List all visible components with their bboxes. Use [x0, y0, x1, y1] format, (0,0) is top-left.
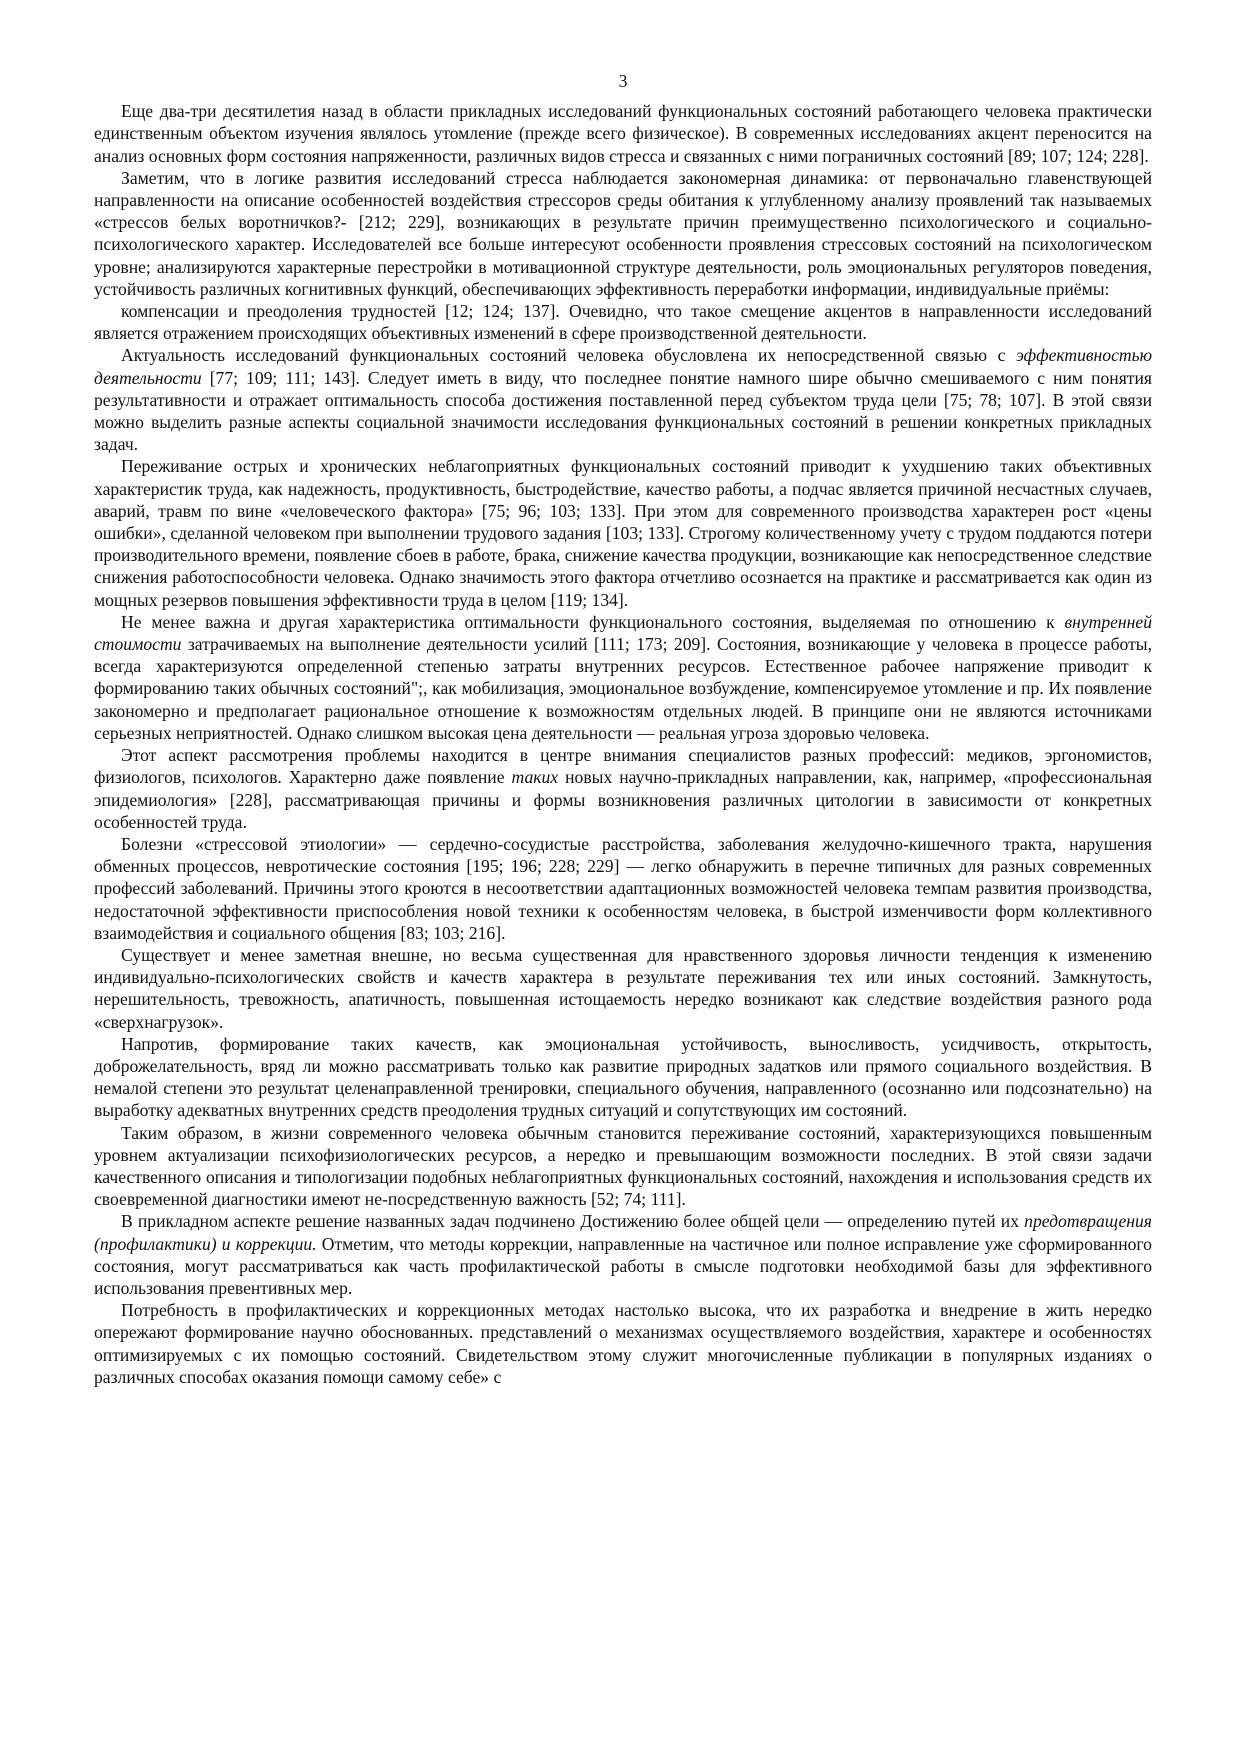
paragraph-3: компенсации и преодоления трудностей [12; 124; 137]. Очевидно, что такое смещение акцентов в направленности исследований является отражением происходящих объективных изменений в сфере производственной деятельности.: [94, 301, 1152, 344]
paragraph-9: Существует и менее заметная внешне, но весьма существенная для нравственного здоровья личности тенденция к изменению индивидуально-психологических свойств и качеств характера в результате переживания тех или иных состояний. Замкнутость, нерешительность, тревожность, апатичность, повышенная истощаемость нередко возникают как следствие воздействия разного рода «сверхнагрузок».: [94, 944, 1152, 1032]
paragraph-12-emphasis: предотвращения (профилактики) и коррекции.: [94, 1211, 1152, 1254]
paragraph-6: [94, 611, 1152, 744]
paragraph-4-text-end: [77; 109; 111; 143]. Следует иметь в виду, что последнее понятие намного шире обычно смешиваемого с ним понятия результативности и отражает оптимальность способа достижения поставленной перед субъектом труда цели [75; 78; 107]. В этой связи можно выделить разные аспекты социальной значимости исследования функциональных состояний в решении конкретных прикладных задач.: [94, 367, 1152, 455]
paragraph-2: Заметим, что в логике развития исследований стресса наблюдается закономерная динамика: от первоначально главенствующей направленности на описание особенностей воздействия стрессоров среды обитания к углубленному анализу проявлений так называемых «стрессов белых воротничков?- [212; 229], возникающих в результате причин преимущественно психологического и социально-психологического характер. Исследователей все больше интересуют особенности проявления стрессовых состояний на психологическом уровне; анализируются характерные перестройки в мотивационной структуре деятельности, роль эмоциональных регуляторов поведения, устойчивость различных когнитивных функций, обеспечивающих эффективность переработки информации, индивидуальные приёмы:: [94, 167, 1152, 299]
paragraph-7-text-start: Этот аспект рассмотрения проблемы находится в центре внимания специалистов разных профессий: медиков, эргономистов, физиологов, психологов. Характерно даже появление: [94, 745, 1152, 788]
paragraph-5: Переживание острых и хронических неблагоприятных функциональных состояний приводит к ухудшению таких объективных характеристик труда, как надежность, продуктивность, быстродействие, качество работы, а подчас является причиной несчастных случаев, аварий, травм по вине «человеческого фактора» [75; 96; 103; 133]. При этом для современного производства характерен рост «цены ошибки», сделанной человеком при выполнении трудового задания [103; 133]. Строгому количественному учету с трудом поддаются потери производительного времени, появление сбоев в работе, брака, снижение качества продукции, возникающие как непосредственное следствие снижения работоспособности человека. Однако значимость этого фактора отчетливо осознается на практике и рассматривается как один из мощных резервов повышения эффективности труда в целом [119; 134].: [94, 456, 1152, 610]
paragraph-6-emphasis: внутренней стоимости: [94, 611, 1152, 655]
paragraph-8: Болезни «стрессовой этиологии» — сердечно-сосудистые расстройства, заболевания желудочно-кишечного тракта, нарушения обменных процессов, невротические состояния [195; 196; 228; 229] — легко обнаружить в перечне типичных для разных современных профессий заболеваний. Причины этого кроются в несоответствии адаптационных возможностей человека темпам развития производства, недостаточной эффективности приспособления новой техники к особенностям человека, в быстрой изменчивости форм коллективного взаимодействия и социального общения [83; 103; 216].: [94, 833, 1152, 943]
paragraph-13: Потребность в профилактических и коррекционных методах настолько высока, что их разработка и внедрение в жить нередко опережают формирование научно обоснованных. представлений о механизмах осуществляемого воздействия, характере и особенностях оптимизируемых с их помощью состояний. Свидетельством этому служит многочисленные публикации в популярных изданиях о различных способах оказания помощи самому себе» с: [94, 1300, 1152, 1387]
paragraph-7-text-end: новых научно-прикладных направлении, как, например, «профессиональная эпидемиология» [228], рассматривающая причины и формы возникновения различных цитологии в зависимости от конкретных особенностей труда.: [94, 767, 1152, 832]
paragraph-11: Таким образом, в жизни современного человека обычным становится переживание состояний, характеризующихся повышенным уровнем актуализации психофизиологических ресурсов, а нередко и превышающим возможности последних. В этой связи задачи качественного описания и типологизации подобных неблагоприятных функциональных состояний, нахождения и использования средств их своевременной диагностики имеют не-посредственную важность [52; 74; 111].: [94, 1122, 1152, 1210]
paragraph-4-text-start: Актуальность исследований функциональных состояний человека обусловлена их непосредственной связью с: [121, 345, 1017, 366]
paragraph-12-text-end: Отметим, что методы коррекции, направленные на частичное или полное исправление уже сформированного состояния, могут рассматриваться как часть профилактической работы в смысле подготовки необходимой базы для эффективного использования превентивных мер.: [94, 1233, 1152, 1298]
document-page: [94, 70, 1152, 1388]
page-number: 3: [618, 71, 628, 91]
paragraph-1: Еще два-три десятилетия назад в области прикладных исследований функциональных состояний работающего человека практически единственным объектом изучения являлось утомление (прежде всего физическое). В современных исследованиях акцент переносится на анализ основных форм состояния напряженности, различных видов стресса и связанных с ними пограничных состояний [89; 107; 124; 228].: [94, 101, 1152, 166]
paragraph-12-text-start: В прикладном аспекте решение названных задач подчинено Достижению более общей цели — определению путей их: [121, 1211, 1025, 1232]
paragraph-7: [94, 744, 1152, 833]
paragraph-4: [94, 344, 1152, 455]
paragraph-10: Напротив, формирование таких качеств, как эмоциональная устойчивость, выносливость, усидчивость, открытость, доброжелательность, вряд ли можно рассматривать только как развитие природных задатков или прямого социального воздействия. В немалой степени это результат целенаправленной тренировки, специального обучения, направленного (осознанно или подсознательно) на выработку адекватных внутренних средств преодоления трудных ситуаций и сопутствующих им состояний.: [94, 1033, 1152, 1121]
paragraph-6-text-start: Не менее важна и другая характеристика оптимальности функционального состояния, выделяемая по отношению к: [121, 611, 1065, 632]
paragraph-6-text-end: затрачиваемых на выполнение деятельности усилий [111; 173; 209]. Состояния, возникающие у человека в процессе работы, всегда характеризуются определенной степенью затраты внутренних ресурсов. Естественное рабочее напряжение приводит к формированию таких обычных состояний";, как мобилизация, эмоциональное возбуждение, компенсируемое утомление и пр. Их появление закономерно и предполагает рациональное отношение к возможностям отдельных людей. В принципе они не являются источниками серьезных неприятностей. Однако слишком высокая цена деятельности — реальная угроза здоровью человека.: [94, 634, 1152, 743]
paragraph-7-emphasis: таких: [511, 767, 559, 788]
paragraph-4-emphasis: эффективностью деятельности: [94, 345, 1152, 388]
paragraph-12: [94, 1210, 1152, 1299]
